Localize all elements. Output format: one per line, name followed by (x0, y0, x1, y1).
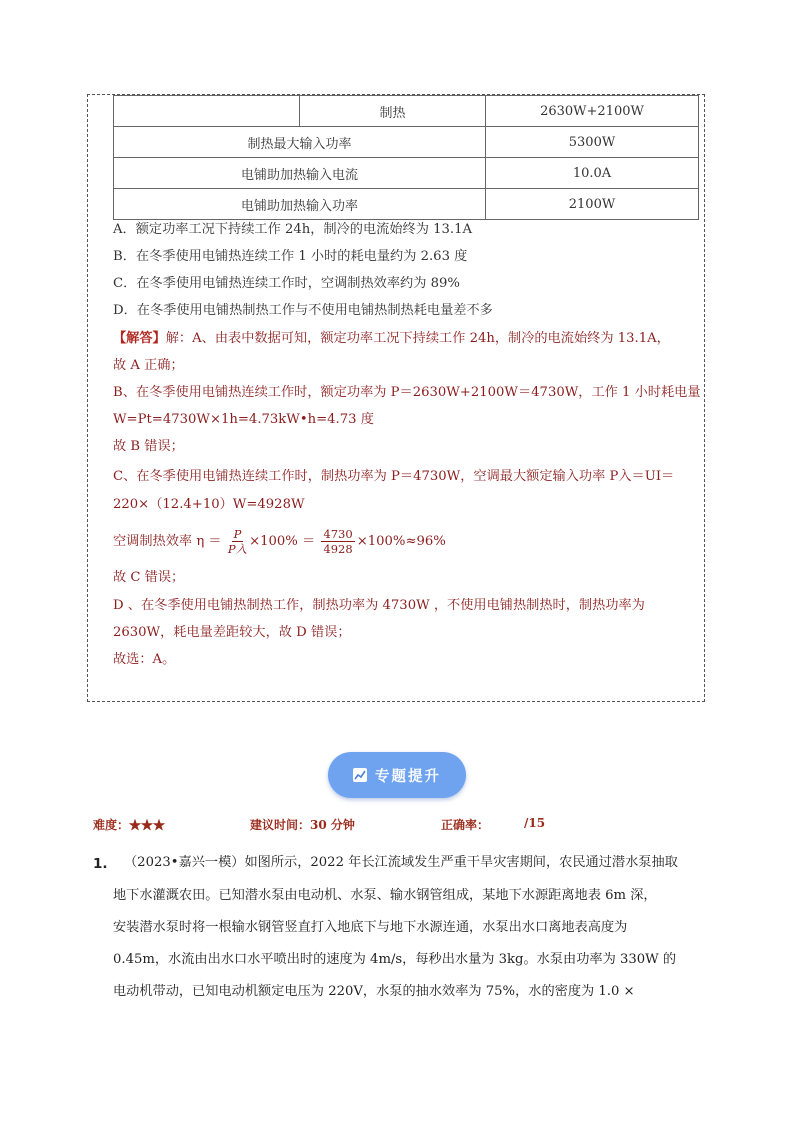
question-line: 安装潜水泵时将一根输水钢管竖直打入地底下与地下水源连通，水泵出水口离地表高度为 (113, 920, 628, 935)
fraction-values (321, 527, 354, 556)
table-cell (114, 96, 300, 127)
table-cell: 制热 (300, 96, 486, 127)
table-cell: 制热最大输入功率 (114, 127, 486, 158)
table-row (114, 96, 699, 127)
option-a: A．额定功率工况下持续工作 24h，制冷的电流始终为 13.1A (113, 222, 473, 237)
answer-line: 故 A 正确； (113, 358, 184, 373)
spec-table (113, 95, 699, 220)
table-cell: 5300W (486, 127, 699, 158)
accuracy-label: 正确率： (441, 818, 490, 832)
option-d: D．在冬季使用电铺热制热工作与不使用电铺热制热耗电量差不多 (113, 303, 493, 318)
answer-tag: 【解答】 (113, 331, 166, 346)
answer-line: D 、在冬季使用电铺热制热工作，制热功率为 4730W ，不使用电铺热制热时，制热功率为 (113, 598, 645, 613)
question-line: 电动机带动，已知电动机额定电压为 220V，水泵的抽水效率为 75%，水的密度为 1.0 × (113, 984, 635, 999)
accuracy-value: /15 (524, 816, 546, 830)
table-cell: 电铺助加热输入电流 (114, 158, 486, 189)
difficulty-stars: ★★★ (129, 818, 166, 832)
table-cell: 2100W (486, 189, 699, 220)
fraction-denominator: P入 (227, 542, 248, 556)
answer-line: C、在冬季使用电铺热连续工作时，制热功率为 P＝4730W，空调最大额定输入功率 P入＝UI＝ (113, 469, 675, 484)
fraction-numerator: 4730 (323, 527, 353, 541)
chart-icon (353, 768, 367, 782)
difficulty-label: 难度： (93, 818, 130, 832)
section-badge-label: 专题提升 (375, 768, 441, 785)
answer-text: 解：A、由表中数据可知，额定功率工况下持续工作 24h，制冷的电流始终为 13.1A， (165, 331, 670, 346)
question-number: 1. (93, 856, 108, 872)
question-line: 0.45m，水流由出水口水平喷出时的速度为 4m/s，每秒出水量为 3kg。水泵由功率为 330W 的 (113, 952, 677, 967)
answer-line: 故选：A。 (113, 652, 176, 667)
formula-prefix: 空调制热效率 η ＝ (113, 534, 222, 549)
answer-line: 故 C 错误； (113, 570, 185, 585)
answer-line: 2630W，耗电量差距较大，故 D 错误； (113, 625, 351, 640)
option-b: B．在冬季使用电铺热连续工作 1 小时的耗电量约为 2.63 度 (113, 249, 468, 264)
table-cell: 2630W+2100W (486, 96, 699, 127)
formula-mid: ×100% ＝ (249, 534, 316, 549)
formula-suffix: ×100%≈96% (356, 534, 446, 549)
option-c: C．在冬季使用电铺热连续工作时，空调制热效率约为 89% (113, 276, 460, 291)
section-badge (328, 752, 466, 798)
fraction-denominator: 4928 (323, 542, 353, 556)
difficulty (93, 816, 165, 833)
efficiency-formula (113, 522, 446, 562)
answer-line (113, 329, 670, 349)
table-cell: 10.0A (486, 158, 699, 189)
table-row (114, 189, 699, 220)
question-line: （2023•嘉兴一模）如图所示，2022 年长江流域发生严重干旱灾害期间，农民通过潜水泵抽取 (124, 855, 678, 870)
fraction-numerator: P (233, 527, 242, 541)
question-line: 地下水灌溉农田。已知潜水泵由电动机、水泵、输水钢管组成，某地下水源距离地表 6m 深， (113, 888, 657, 903)
suggested-time: 建议时间：30 分钟 (250, 818, 355, 832)
fraction-p (228, 527, 247, 556)
answer-line: B、在冬季使用电铺热连续工作时，额定功率为 P＝2630W+2100W＝4730W，工作 1 小时耗电量 (113, 385, 701, 400)
table-cell: 电铺助加热输入功率 (114, 189, 486, 220)
answer-line: 故 B 错误； (113, 439, 184, 454)
answer-line: 220×（12.4+10）W=4928W (113, 497, 305, 512)
table-row (114, 158, 699, 189)
answer-line: W=Pt=4730W×1h=4.73kW•h=4.73 度 (113, 412, 374, 427)
table-row (114, 127, 699, 158)
